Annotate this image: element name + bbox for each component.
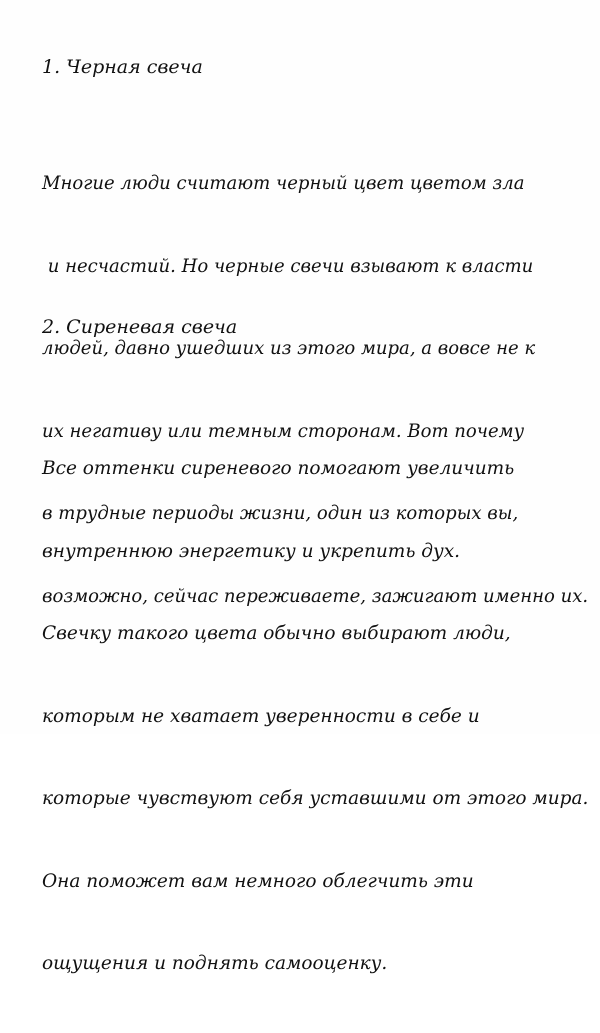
paragraph-line: возможно, сейчас переживаете, зажигают именно их.: [42, 585, 589, 607]
paragraph-line: которым не хватает уверенности в себе и: [42, 705, 480, 727]
section-1-heading: 1. Черная свеча: [42, 56, 203, 78]
paragraph-line: в трудные периоды жизни, один из которых вы,: [42, 503, 519, 524]
section-2-heading: 2. Сиреневая свеча: [42, 316, 238, 338]
section-2-paragraph: [42, 400, 588, 1033]
paragraph-line: Свечку такого цвета обычно выбирают люди,: [42, 623, 511, 644]
paragraph-line: Она поможет вам немного облегчить эти: [42, 870, 474, 892]
paragraph-line: ощущения и поднять самооценку.: [42, 953, 388, 974]
paragraph-line: людей, давно ушедших из этого мира, а вовсе не к: [42, 338, 536, 359]
paragraph-line: и несчастий. Но черные свечи взывают к власти: [42, 255, 534, 277]
paragraph-line: которые чувствуют себя уставшими от этого мира.: [42, 788, 589, 809]
paragraph-line: их негативу или темным сторонам. Вот почему: [42, 420, 525, 442]
paragraph-line: Многие люди считают черный цвет цветом зла: [42, 173, 525, 194]
paragraph-line: внутреннюю энергетику и укрепить дух.: [42, 540, 461, 562]
paragraph-line: Все оттенки сиреневого помогают увеличить: [42, 458, 515, 479]
